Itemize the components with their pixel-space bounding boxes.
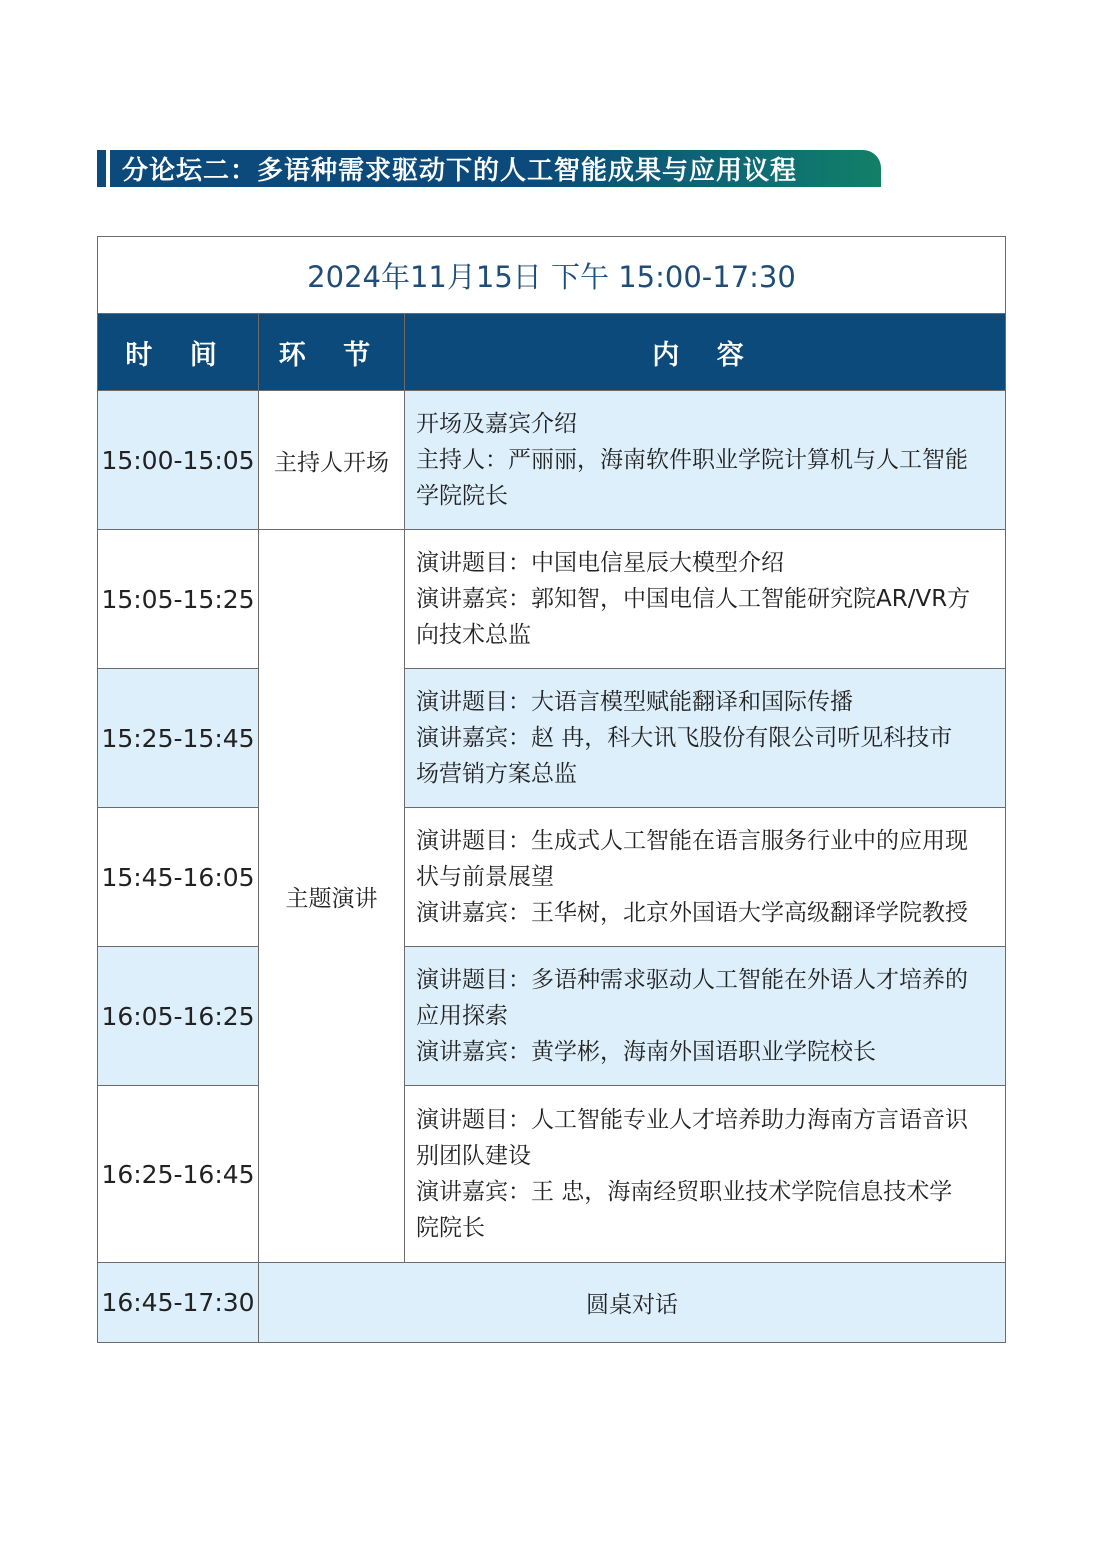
section-title-bar <box>97 150 881 187</box>
content-line: 演讲题目：多语种需求驱动人工智能在外语人才培养的 <box>416 967 968 993</box>
table-row <box>98 1263 1006 1343</box>
content-cell <box>405 1086 1006 1263</box>
table-row <box>98 947 1006 1086</box>
time-cell: 15:25-15:45 <box>98 669 259 808</box>
section-title: 分论坛二：多语种需求驱动下的人工智能成果与应用议程 <box>110 150 881 187</box>
content-line: 演讲嘉宾：郭知智，中国电信人工智能研究院AR/VR方 <box>416 586 971 612</box>
session-cell: 主持人开场 <box>259 391 405 530</box>
content-line: 演讲题目：生成式人工智能在语言服务行业中的应用现 <box>416 828 968 854</box>
content-line: 演讲题目：人工智能专业人才培养助力海南方言语音识 <box>416 1107 968 1133</box>
time-cell: 16:05-16:25 <box>98 947 259 1086</box>
date-line: 2024年11月15日 下午 15:00-17:30 <box>98 237 1006 314</box>
content-cell <box>405 391 1006 530</box>
content-line: 开场及嘉宾介绍 <box>416 411 577 437</box>
content-cell <box>405 808 1006 947</box>
header-session: 环 节 <box>259 314 405 391</box>
content-line: 院院长 <box>416 1215 485 1241</box>
content-line: 主持人：严丽丽，海南软件职业学院计算机与人工智能 <box>416 447 968 473</box>
content-cell <box>405 947 1006 1086</box>
time-cell: 15:05-15:25 <box>98 530 259 669</box>
table-row <box>98 530 1006 669</box>
content-line: 应用探索 <box>416 1003 508 1029</box>
roundtable-cell: 圆桌对话 <box>259 1263 1006 1343</box>
table-row <box>98 391 1006 530</box>
content-line: 演讲嘉宾：黄学彬，海南外国语职业学院校长 <box>416 1039 876 1065</box>
time-cell: 15:45-16:05 <box>98 808 259 947</box>
content-line: 演讲嘉宾：王华树，北京外国语大学高级翻译学院教授 <box>416 900 968 926</box>
table-row <box>98 669 1006 808</box>
title-accent-stripe <box>97 150 106 187</box>
header-content: 内 容 <box>405 314 1006 391</box>
content-cell <box>405 669 1006 808</box>
content-line: 演讲嘉宾：赵 冉，科大讯飞股份有限公司听见科技市 <box>416 725 953 751</box>
agenda-table <box>97 236 1006 1343</box>
table-row <box>98 808 1006 947</box>
time-cell: 16:25-16:45 <box>98 1086 259 1263</box>
content-cell <box>405 530 1006 669</box>
session-cell-keynote: 主题演讲 <box>259 530 405 1263</box>
content-line: 学院院长 <box>416 483 508 509</box>
content-line: 场营销方案总监 <box>416 761 577 787</box>
content-line: 演讲嘉宾：王 忠，海南经贸职业技术学院信息技术学 <box>416 1179 953 1205</box>
content-line: 演讲题目：中国电信星辰大模型介绍 <box>416 550 784 576</box>
content-line: 状与前景展望 <box>416 864 554 890</box>
table-row <box>98 1086 1006 1263</box>
table-header-row <box>98 314 1006 391</box>
content-line: 别团队建设 <box>416 1143 531 1169</box>
time-cell: 15:00-15:05 <box>98 391 259 530</box>
content-line: 演讲题目：大语言模型赋能翻译和国际传播 <box>416 689 853 715</box>
time-cell: 16:45-17:30 <box>98 1263 259 1343</box>
content-line: 向技术总监 <box>416 622 531 648</box>
header-time: 时 间 <box>98 314 259 391</box>
